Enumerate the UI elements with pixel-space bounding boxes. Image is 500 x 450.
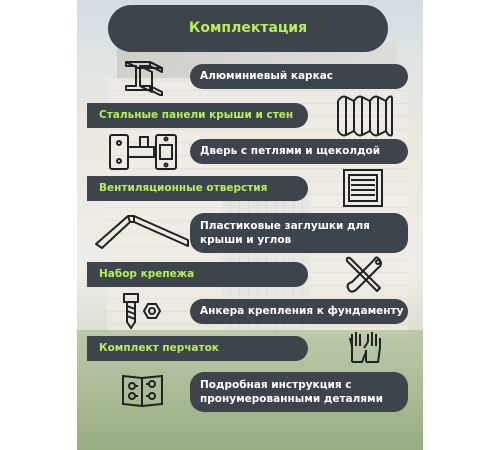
page-title: Комплектация bbox=[108, 5, 388, 52]
item-aluminum-frame bbox=[190, 64, 408, 89]
item-label: Вентиляционные отверстия bbox=[99, 182, 268, 195]
item-door bbox=[190, 139, 408, 164]
i-beam-icon bbox=[120, 58, 168, 96]
item-plastic-caps bbox=[190, 213, 408, 253]
item-instruction bbox=[190, 372, 408, 412]
item-label: Набор крепежа bbox=[99, 268, 195, 281]
instruction-book-icon bbox=[120, 370, 166, 410]
item-label: Стальные панели крыши и стен bbox=[99, 109, 294, 122]
item-gloves bbox=[87, 336, 308, 361]
vent-grille-icon bbox=[342, 168, 384, 208]
item-label: Подробная инструкция с пронумерованными деталями bbox=[200, 378, 383, 405]
wrench-icon bbox=[344, 254, 384, 294]
item-fasteners bbox=[87, 262, 308, 287]
bolt-nut-icon bbox=[118, 292, 164, 330]
gloves-icon bbox=[346, 328, 384, 366]
door-latch-icon bbox=[108, 131, 178, 175]
item-vents bbox=[87, 176, 308, 201]
item-label: Пластиковые заглушки для крыши и углов bbox=[200, 219, 370, 246]
wall-panel-icon bbox=[334, 95, 396, 137]
item-label: Алюминиевый каркас bbox=[200, 70, 334, 83]
item-label: Анкера крепления к фундаменту bbox=[200, 305, 404, 318]
item-label: Дверь с петлями и щеколдой bbox=[200, 145, 381, 158]
roof-cap-icon bbox=[94, 212, 190, 250]
item-anchors bbox=[190, 299, 408, 324]
item-label: Комплект перчаток bbox=[99, 342, 219, 355]
item-steel-panels bbox=[87, 103, 308, 128]
